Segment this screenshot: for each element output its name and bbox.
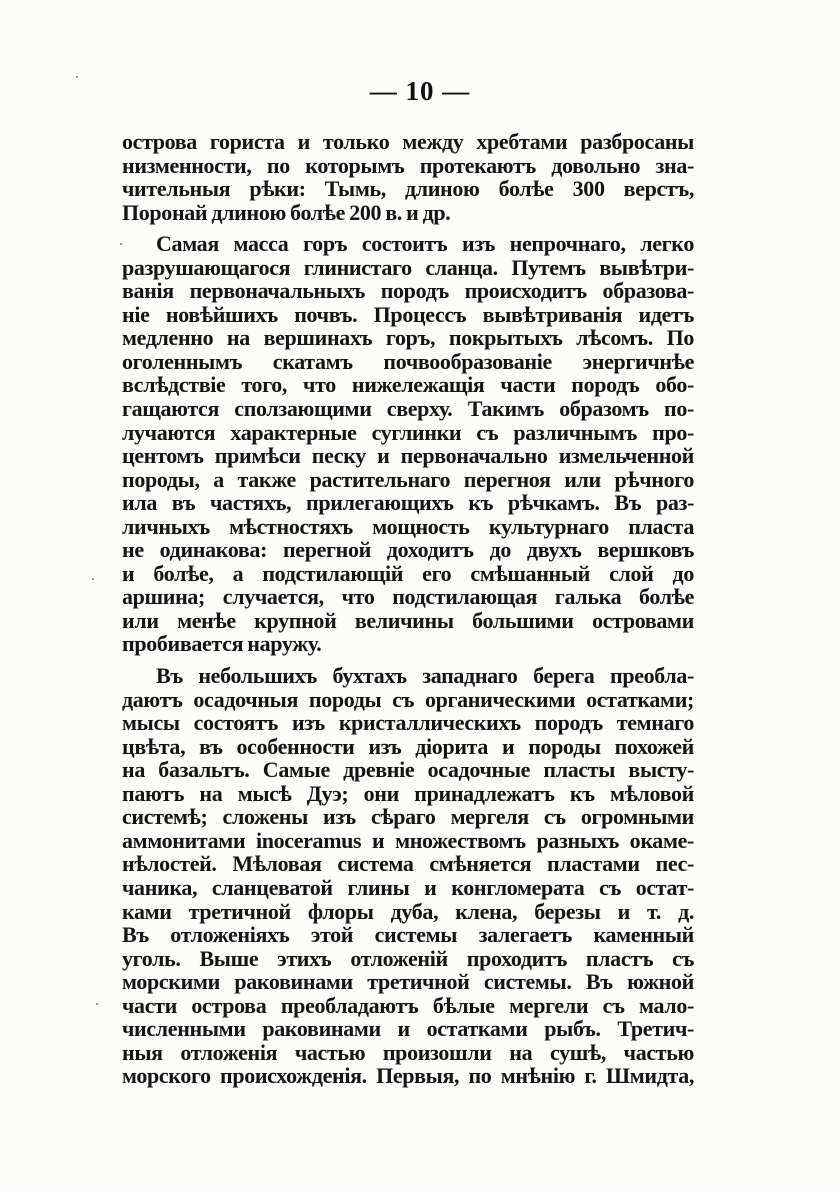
scan-speck: [92, 578, 94, 580]
text-line: Поронай длиною болѣе 200 в. и др.: [122, 199, 451, 225]
text-line: морского происхожденія. Первыя, по мнѣнію г. Шмидта,: [122, 1063, 694, 1089]
text-line: паютъ на мысѣ Дуэ; они принадлежатъ къ мѣловой: [122, 780, 694, 806]
text-line: ванія первоначальныхъ породъ происходитъ образова-: [122, 278, 694, 304]
text-line: Самая масса горъ состоитъ изъ непрочнаго, легко: [156, 231, 694, 257]
text-line: ила въ частяхъ, прилегающихъ къ рѣчкамъ. Въ раз-: [122, 490, 694, 516]
text-line: численными раковинами и остатками рыбъ. Третич-: [122, 1016, 694, 1042]
text-line: чаника, сланцеватой глины и конгломерата съ остат-: [122, 874, 694, 900]
text-line: части острова преобладаютъ бѣлые мергели съ мало-: [122, 992, 694, 1018]
text-line: аммонитами inoceramus и множествомъ разныхъ окаме-: [122, 827, 694, 853]
paragraph-3: [122, 664, 694, 1088]
text-line: аршина; случается, что подстилающая галька болѣе: [122, 584, 694, 610]
text-line: острова гориста и только между хребтами разбросаны: [122, 129, 694, 154]
text-line: ныя отложенія частью произошли на сушѣ, частью: [122, 1039, 694, 1065]
scan-speck: [76, 76, 78, 78]
text-line: даютъ осадочныя породы съ органическими остатками;: [122, 686, 694, 712]
text-line: не одинакова: перегной доходитъ до двухъ вершковъ: [122, 537, 694, 563]
text-line: нѣлостей. Мѣловая система смѣняется пластами пес-: [122, 851, 694, 877]
text-line: уголь. Выше этихъ отложеній проходитъ пластъ съ: [122, 945, 694, 971]
text-line: гащаются сползающими сверху. Такимъ образомъ по-: [122, 396, 694, 422]
text-line: Въ небольшихъ бухтахъ западнаго берега преобла-: [156, 663, 694, 689]
text-line: ками третичной флоры дуба, клена, березы и т. д.: [122, 898, 694, 924]
text-line: медленно на вершинахъ горъ, покрытыхъ лѣсомъ. По: [122, 325, 694, 351]
scan-speck: [120, 243, 122, 245]
text-line: личныхъ мѣстностяхъ мощность культурнаго пласта: [122, 513, 694, 539]
text-line: оголеннымъ скатамъ почвообразованіе энергичнѣе: [122, 348, 694, 374]
text-line: лучаются характерные суглинки съ различнымъ про-: [122, 419, 694, 445]
text-line: ніе новѣйшихъ почвъ. Процессъ вывѣтриванія идетъ: [122, 301, 694, 327]
scan-speck: [96, 1003, 98, 1005]
text-line: вслѣдствіе того, что нижележащія части породъ обо-: [122, 372, 694, 398]
text-line: Въ отложеніяхъ этой системы залегаетъ каменный: [122, 922, 694, 948]
text-line: на базальтъ. Самые древніе осадочные пласты высту-: [122, 757, 694, 783]
body-text: [122, 130, 694, 1088]
text-line: породы, а также растительнаго перегноя или рѣчного: [122, 466, 694, 492]
text-line: низменности, по которымъ протекаютъ довольно зна-: [122, 152, 694, 178]
text-line: центомъ примѣси песку и первоначально измельченной: [122, 443, 694, 469]
text-line: морскими раковинами третичной системы. Въ южной: [122, 969, 694, 995]
text-line: разрушающагося глинистаго сланца. Путемъ вывѣтри-: [122, 254, 694, 280]
text-line: мысы состоятъ изъ кристаллическихъ породъ темнаго: [122, 710, 694, 736]
text-line: цвѣта, въ особенности изъ діорита и породы похожей: [122, 733, 694, 759]
paragraph-2: [122, 232, 694, 656]
page-number: — 10 —: [369, 76, 471, 106]
text-line: и болѣе, а подстилающій его смѣшанный слой до: [122, 560, 694, 586]
text-line: системѣ; сложены изъ сѣраго мергеля съ огромными: [122, 804, 694, 830]
paragraph-1: [122, 130, 694, 224]
text-line: или менѣе крупной величины большими островами: [122, 607, 694, 633]
text-line: чительныя рѣки: Тымь, длиною болѣе 300 верстъ,: [122, 176, 694, 202]
text-line: пробивается наружу.: [122, 631, 322, 657]
